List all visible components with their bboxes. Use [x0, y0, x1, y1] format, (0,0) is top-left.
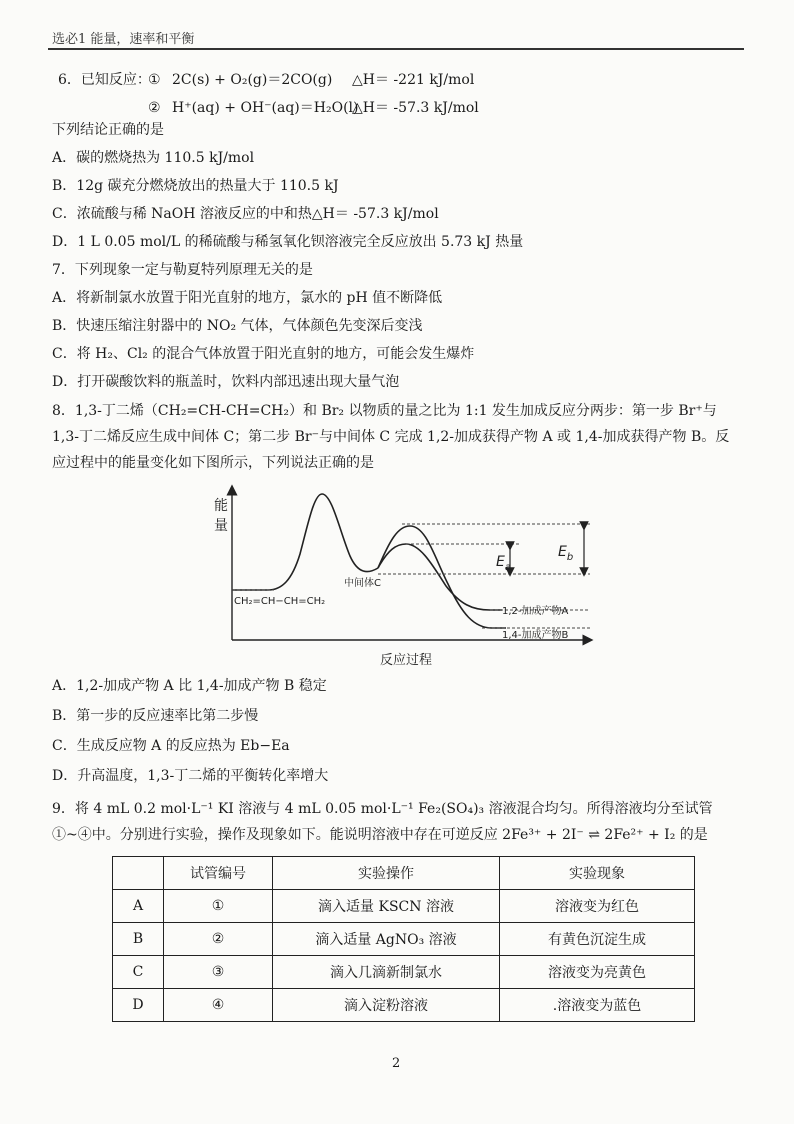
q6-reaction-2-enthalpy: △H＝ -57.3 kJ/mol	[352, 100, 479, 116]
row-phenomenon: 溶液变为红色	[500, 890, 695, 923]
q6-option-b: B．12g 碳充分燃烧放出的热量大于 110.5 kJ	[52, 178, 339, 194]
page-header: 选必1 能量，速率和平衡	[52, 32, 195, 47]
q6-reaction-1-number: ①	[148, 72, 161, 88]
q8-option-b: B．第一步的反应速率比第二步慢	[52, 708, 259, 724]
table-header-cell: 实验操作	[273, 857, 500, 890]
q6-reaction-2-number: ②	[148, 100, 161, 116]
table-header-cell: 试管编号	[164, 857, 273, 890]
table-row	[113, 989, 695, 1022]
row-tube: ④	[164, 989, 273, 1022]
eb-label: $E_b$	[558, 544, 574, 563]
table-header-cell: 实验现象	[500, 857, 695, 890]
q8-stem: 8．1,3-丁二烯（CH₂=CH-CH=CH₂）和 Br₂ 以物质的量之比为 1:1 发生加成反应分两步：第一步 Br⁺与 1,3-丁二烯反应生成中间体 C；第二步 Br⁻与中间体 C 完成 1,2-加成获得产物 A 或 1,4-加成获得产物 B。反应过程中的能量变化如下图所示，下列说法正确的是	[52, 403, 730, 471]
table-header-cell	[113, 857, 164, 890]
energy-curve-to-product-a	[378, 544, 502, 610]
product-b-label: 1,4-加成产物B	[502, 630, 569, 641]
header-divider	[48, 48, 744, 50]
row-phenomenon: 溶液变为亮黄色	[500, 956, 695, 989]
table-header-row	[113, 857, 695, 890]
q9-stem: 9．将 4 mL 0.2 mol·L⁻¹ KI 溶液与 4 mL 0.05 mol·L⁻¹ Fe₂(SO₄)₃ 溶液混合均匀。所得溶液均分至试管①~④中。分别进行实验，操作及现象如下。能说明溶液中存在可逆反应 2Fe³⁺ + 2I⁻ ⇌ 2Fe²⁺ + I₂ 的是	[52, 801, 713, 843]
q6-option-d: D．1 L 0.05 mol/L 的稀硫酸与稀氢氧化钡溶液完全反应放出 5.73 kJ 热量	[52, 234, 524, 250]
q6-reaction-1-equation: 2C(s) + O₂(g)＝2CO(g)	[172, 72, 333, 88]
row-option: C	[113, 956, 164, 989]
q6-stem: 6．已知反应：	[58, 72, 151, 88]
energy-curve-first-step	[232, 494, 378, 590]
page-number: 2	[392, 1056, 401, 1071]
ea-label: $E_a$	[496, 554, 511, 573]
q8-option-d: D．升高温度，1,3-丁二烯的平衡转化率增大	[52, 768, 329, 784]
table-row	[113, 923, 695, 956]
row-operation: 滴入几滴新制氯水	[273, 956, 500, 989]
row-phenomenon: .溶液变为蓝色	[500, 989, 695, 1022]
row-tube: ②	[164, 923, 273, 956]
row-option: D	[113, 989, 164, 1022]
q6-option-a: A．碳的燃烧热为 110.5 kJ/mol	[52, 150, 255, 166]
y-axis-label-2: 量	[214, 518, 228, 534]
experiment-table	[112, 856, 695, 1022]
row-operation: 滴入淀粉溶液	[273, 989, 500, 1022]
q7-option-c: C．将 H₂、Cl₂ 的混合气体放置于阳光直射的地方，可能会发生爆炸	[52, 346, 475, 362]
q6-reaction-1-enthalpy: △H＝ -221 kJ/mol	[352, 72, 475, 88]
reactant-label: CH₂=CH−CH=CH₂	[234, 596, 326, 607]
q7-option-a: A．将新制氯水放置于阳光直射的地方，氯水的 pH 值不断降低	[52, 290, 443, 306]
q7-stem: 7．下列现象一定与勒夏特列原理无关的是	[52, 262, 313, 278]
row-operation: 滴入适量 AgNO₃ 溶液	[273, 923, 500, 956]
q7-option-b: B．快速压缩注射器中的 NO₂ 气体，气体颜色先变深后变浅	[52, 318, 423, 334]
x-axis-label: 反应过程	[380, 653, 433, 668]
row-tube: ①	[164, 890, 273, 923]
q6-reaction-2-equation: H⁺(aq) + OH⁻(aq)＝H₂O(l)	[172, 100, 359, 116]
row-tube: ③	[164, 956, 273, 989]
row-option: A	[113, 890, 164, 923]
energy-curve-to-product-b	[378, 526, 506, 628]
table-row	[113, 890, 695, 923]
intermediate-label: 中间体C	[344, 578, 381, 589]
q8-option-a: A．1,2-加成产物 A 比 1,4-加成产物 B 稳定	[52, 678, 327, 694]
y-axis-label-1: 能	[214, 498, 228, 514]
q8-option-c: C．生成反应物 A 的反应热为 Eb−Ea	[52, 738, 290, 754]
row-phenomenon: 有黄色沉淀生成	[500, 923, 695, 956]
product-a-label: 1,2-加成产物A	[502, 606, 569, 617]
q6-option-c: C．浓硫酸与稀 NaOH 溶液反应的中和热△H＝ -57.3 kJ/mol	[52, 206, 439, 222]
q6-question: 下列结论正确的是	[52, 122, 164, 138]
row-operation: 滴入适量 KSCN 溶液	[273, 890, 500, 923]
energy-diagram	[214, 484, 620, 670]
table-row	[113, 956, 695, 989]
q7-option-d: D．打开碳酸饮料的瓶盖时，饮料内部迅速出现大量气泡	[52, 374, 400, 390]
row-option: B	[113, 923, 164, 956]
